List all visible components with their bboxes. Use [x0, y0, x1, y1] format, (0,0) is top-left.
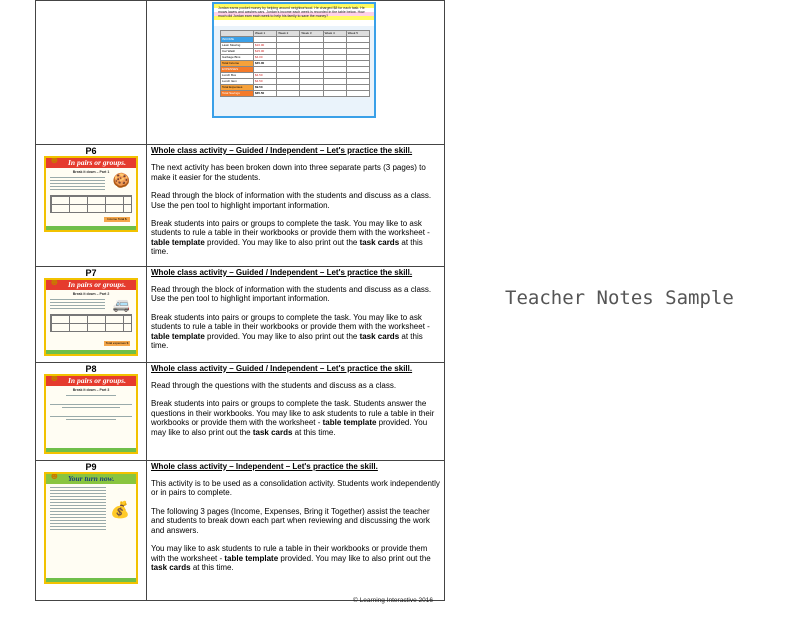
notes-bold: table template	[151, 237, 205, 247]
week-header: Week 4	[323, 31, 346, 37]
row-label: Total Expenses	[221, 85, 254, 91]
thumb-subtitle: Break it down – Part 1	[72, 170, 110, 174]
thumb-total: Total expenses $	[105, 340, 129, 345]
row-label: Total Income	[221, 61, 254, 67]
row-label: EXPENSES	[221, 67, 254, 73]
notes-paragraph: The following 3 pages (Income, Expenses, Bring it Together) assist the teacher and students to break down each part when reviewing and discussing the work and answers.	[151, 506, 430, 535]
notes-text: provided. You may like to also print out the	[151, 418, 428, 437]
notes-bold: table template	[151, 331, 205, 341]
cell-value: $16.00	[254, 43, 277, 49]
notes-bold: task cards	[359, 237, 400, 247]
thumb-text	[46, 484, 110, 533]
page-thumb-cell	[36, 266, 147, 362]
row-label: INCOME	[221, 37, 254, 43]
cell-value: $9.50	[254, 85, 277, 91]
worksheet-table	[220, 30, 370, 97]
notes-paragraph: This activity is to be used as a consolidation activity. Students work independently or in pairs to complete.	[151, 479, 440, 498]
row-label: Lunch Item	[221, 79, 254, 85]
thumb-footer	[46, 448, 136, 452]
car-icon: 🚐	[112, 295, 130, 312]
table-row	[36, 460, 445, 600]
cell-value: $4.00	[254, 55, 277, 61]
page-thumb-cell	[36, 460, 147, 600]
week-header: Week 2	[277, 31, 300, 37]
notes-paragraph: The next activity has been broken down into three separate parts (3 pages) to make it easier for the students.	[151, 163, 426, 182]
activity-heading: Whole class activity – Guided / Independent – Let's practice the skill.	[151, 146, 413, 155]
notes-text: Break students into pairs or groups to complete the task. Students answer the questions in their workbooks. You may like to ask students to rule a table in their workbooks or provide them with the worksheet -	[151, 399, 435, 428]
thumb-grid	[50, 314, 132, 332]
empty-cell	[36, 1, 147, 145]
thumb-banner	[46, 373, 136, 386]
week-header: Week 3	[300, 31, 323, 37]
page-thumb-cell	[36, 362, 147, 460]
cell-value: $45.00	[254, 61, 277, 67]
notes-text: Break students into pairs or groups to complete the task. You may like to ask students to rule a table in their workbooks or provide them with the worksheet -	[151, 219, 430, 238]
page-thumbnail	[44, 156, 138, 232]
notes-text: provided. You may like to also print out the	[204, 237, 360, 247]
thumb-title: In pairs or groups.	[68, 158, 126, 167]
cell-value: $35.50	[254, 91, 277, 97]
thumb-text	[46, 174, 109, 193]
notes-text: provided. You may like to also print out the	[278, 553, 431, 563]
table-row	[36, 1, 445, 145]
thumb-total: Income Total $	[104, 217, 130, 222]
notes-cell	[147, 362, 445, 460]
page-label: P9	[85, 461, 97, 472]
table-row	[36, 145, 445, 267]
row-label: Garbage Bins	[221, 55, 254, 61]
row-label: Lawn Mowing	[221, 43, 254, 49]
page-thumb-cell	[36, 145, 147, 267]
page-label: P8	[85, 363, 97, 374]
page-thumbnail	[44, 278, 138, 356]
thumb-banner	[46, 277, 136, 290]
notes-cell	[147, 266, 445, 362]
notes-text: at this time.	[151, 331, 423, 351]
page-thumbnail	[44, 374, 138, 454]
thumb-title: In pairs or groups.	[68, 279, 126, 289]
notes-bold: task cards	[151, 562, 191, 572]
worksheet-preview-cell	[147, 1, 445, 145]
notes-paragraph: Read through the block of information with the students and discuss as a class. Use the pen tool to highlight important information.	[151, 191, 432, 210]
notes-cell	[147, 145, 445, 267]
page-label: P6	[85, 146, 97, 156]
notes-text: at this time.	[292, 427, 336, 437]
week-header: Week 1	[254, 31, 277, 37]
page-thumbnail	[44, 472, 138, 584]
notes-paragraph	[151, 219, 441, 257]
worksheet-preview	[212, 2, 376, 118]
thumb-text	[46, 296, 109, 312]
notes-paragraph	[151, 399, 441, 437]
notes-text: You may like to ask students to rule a table in their workbooks or provide them with the worksheet -	[151, 544, 428, 563]
cell-value: $15.00	[254, 49, 277, 55]
mascot-icon: ☻	[49, 471, 60, 482]
notes-paragraph: Read through the block of information with the students and discuss as a class. Use the pen tool to highlight important information.	[151, 285, 432, 304]
thumb-subtitle: Break it down – Part 2	[72, 291, 110, 296]
row-label: Total Savings	[221, 91, 254, 97]
cookie-icon: 🍪	[112, 172, 130, 188]
page-label: P7	[85, 267, 97, 278]
notes-paragraph: Read through the questions with the students and discuss as a class.	[151, 381, 397, 391]
cell-value: $4.50	[254, 73, 277, 79]
thumb-title: Your turn now.	[68, 473, 115, 483]
watermark-text: Teacher Notes Sample	[505, 287, 734, 309]
thumb-banner	[46, 158, 136, 168]
activity-heading: Whole class activity – Guided / Independent – Let's practice the skill.	[151, 363, 413, 373]
thumb-grid	[50, 195, 132, 213]
notes-paragraph	[151, 313, 441, 351]
copyright-footer: © Learning Interactive 2016	[353, 597, 433, 604]
notes-text: provided. You may like to also print out the	[204, 331, 360, 341]
notes-bold: table template	[224, 553, 279, 563]
notes-text: Break students into pairs or groups to complete the task. You may like to ask students to rule a table in their workbooks or provide them with the worksheet -	[151, 312, 430, 332]
worksheet-intro: Jordan earns pocket money by helping around neighborhood. He charged $8 for each task. He mows lawns and washes cars. Jordan's income each week is recorded in the table below. How much did Jordan earn each week to help his family to save the money?	[214, 4, 374, 26]
activity-heading: Whole class activity – Independent – Let's practice the skill.	[151, 461, 378, 471]
thumb-footer	[46, 226, 136, 230]
mascot-icon: ☻	[49, 373, 60, 384]
notes-bold: task cards	[252, 427, 293, 437]
thumb-banner	[46, 471, 136, 484]
thumb-footer	[46, 578, 136, 582]
thumb-subtitle: Break it down – Part 3	[72, 387, 110, 392]
cell-value: $4.50	[254, 79, 277, 85]
mascot-icon: ☻	[49, 277, 60, 288]
money-icon: 💰	[110, 501, 130, 519]
thumb-footer	[46, 350, 136, 354]
notes-bold: task cards	[359, 331, 400, 341]
thumb-text	[46, 392, 136, 423]
activity-heading: Whole class activity – Guided / Independent – Let's practice the skill.	[151, 267, 413, 277]
notes-table	[35, 0, 445, 601]
row-label: Car Wash	[221, 49, 254, 55]
notes-bold: table template	[322, 418, 377, 428]
thumb-title: In pairs or groups.	[68, 375, 126, 385]
notes-text: at this time.	[151, 237, 423, 257]
week-header: Week 5	[346, 31, 369, 37]
notes-text: at this time.	[190, 562, 234, 572]
notes-cell	[147, 460, 445, 600]
table-row	[36, 266, 445, 362]
notes-paragraph	[151, 544, 441, 572]
mascot-icon: ☻	[49, 156, 60, 166]
row-label: Lunch Box	[221, 73, 254, 79]
table-row	[36, 362, 445, 460]
